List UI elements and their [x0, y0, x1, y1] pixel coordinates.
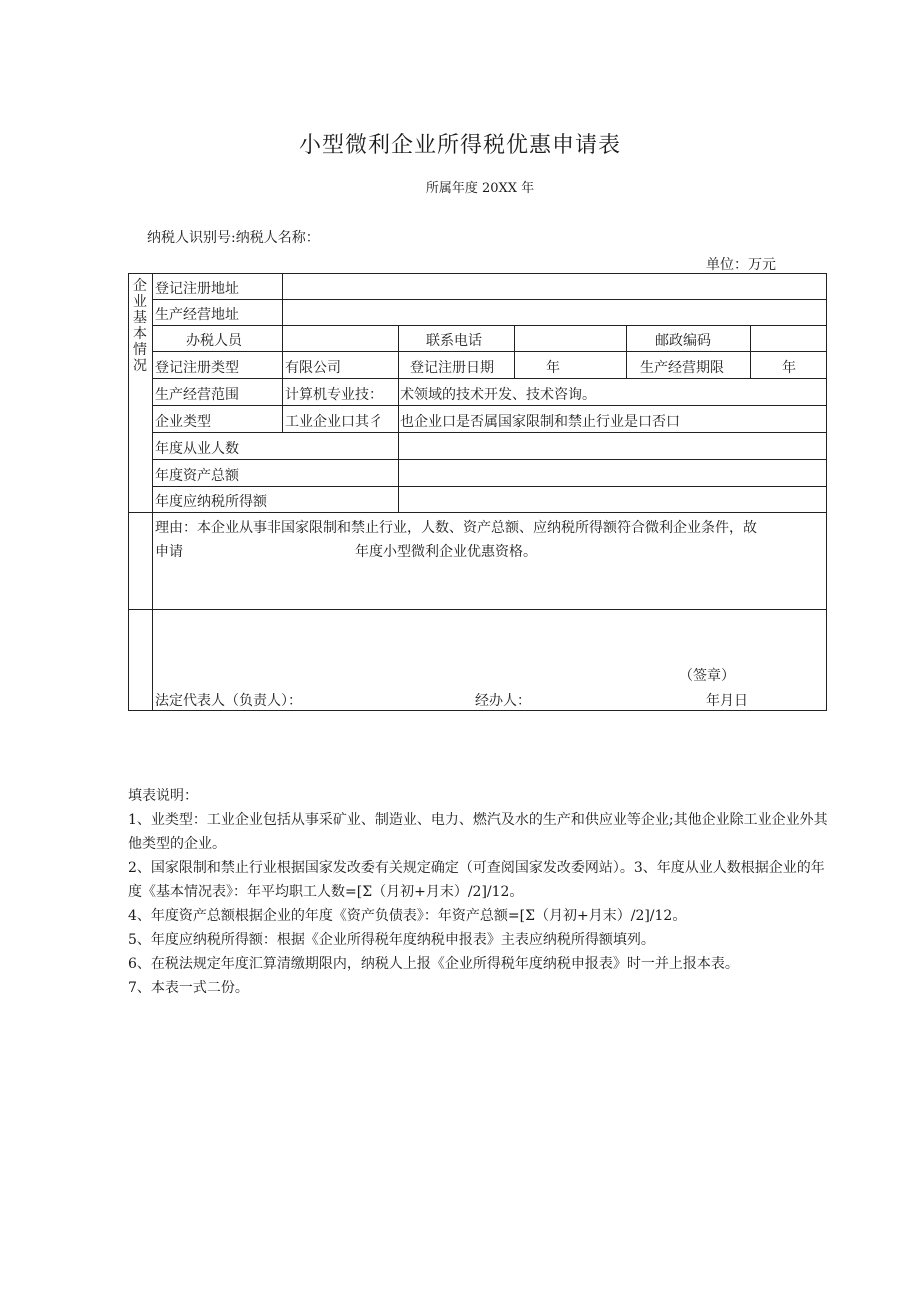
note-5: 5、年度应纳税所得额：根据《企业所得税年度纳税申报表》主表应纳税所得额填列。: [128, 932, 655, 948]
tax-staff-label: 办税人员: [186, 333, 242, 349]
phone-label: 联系电话: [426, 333, 482, 349]
reg-type-label: 登记注册类型: [155, 360, 239, 376]
notes-section: [128, 784, 828, 1000]
prod-period-label: 生产经营期限: [640, 360, 724, 376]
handler-label: 经办人：: [475, 693, 531, 709]
reg-date-year: 年: [546, 360, 560, 376]
reason-line-1: 理由：本企业从事非国家限制和禁止行业，人数、资产总额、应纳税所得额符合微利企业条件，故: [155, 520, 757, 536]
unit-label: 单位：万元: [706, 257, 776, 273]
prod-address-label: 生产经营地址: [155, 307, 239, 323]
page-title: 小型微利企业所得税优惠申请表: [298, 133, 621, 158]
note-4: 4、年度资产总额根据企业的年度《资产负债表》：年资产总额=[Σ（月初+月末）/2]/12。: [128, 908, 687, 924]
prod-period-year: 年: [782, 360, 796, 376]
reason-line-2-prefix: 申请: [155, 544, 183, 560]
legal-rep-label: 法定代表人（负责人）：: [155, 693, 302, 709]
scope-label: 生产经营范围: [155, 387, 239, 403]
reg-date-label: 登记注册日期: [410, 360, 494, 376]
date-label: 年月日: [706, 693, 748, 709]
note-6: 6、在税法规定年度汇算清缴期限内，纳税人上报《企业所得税年度纳税申报表》时一并上报本表。: [128, 956, 739, 972]
ent-type-value-a: 工业企业口其彳: [285, 414, 383, 430]
assets-label: 年度资产总额: [155, 468, 239, 484]
scope-value-a: 计算机专业技：: [285, 387, 383, 403]
notes-heading: 填表说明：: [128, 788, 198, 804]
section-label: 企业基本情况: [133, 278, 147, 374]
scope-value-b: 术领域的技术开发、技术咨询。: [400, 387, 596, 403]
seal-label: （签章）: [679, 668, 735, 684]
employees-label: 年度从业人数: [155, 441, 239, 457]
reason-line-2: 年度小型微利企业优惠资格。: [355, 544, 537, 560]
taxable-income-label: 年度应纳税所得额: [155, 494, 267, 510]
postcode-label: 邮政编码: [655, 333, 711, 349]
note-2-3: 2、国家限制和禁止行业根据国家发改委有关规定确定（可查阅国家发改委网站）。3、年度从业人数根据企业的年度《基本情况表》：年平均职工人数=[Σ（月初+月末）/2]/12。: [128, 860, 825, 900]
taxpayer-line: 纳税人识别号:纳税人名称：: [147, 230, 320, 246]
tax-year: 所属年度 20XX 年: [425, 181, 535, 196]
reg-type-value: 有限公司: [285, 360, 341, 376]
ent-type-value-b: 也企业口是否属国家限制和禁止行业是口否口: [400, 414, 680, 430]
reg-address-label: 登记注册地址: [155, 281, 239, 297]
ent-type-label: 企业类型: [155, 414, 211, 430]
note-1: 1、业类型：工业企业包括从事采矿业、制造业、电力、燃汽及水的生产和供应业等企业;其他企业除工业企业外其他类型的企业。: [128, 812, 828, 852]
note-7: 7、本表一式二份。: [128, 980, 249, 996]
